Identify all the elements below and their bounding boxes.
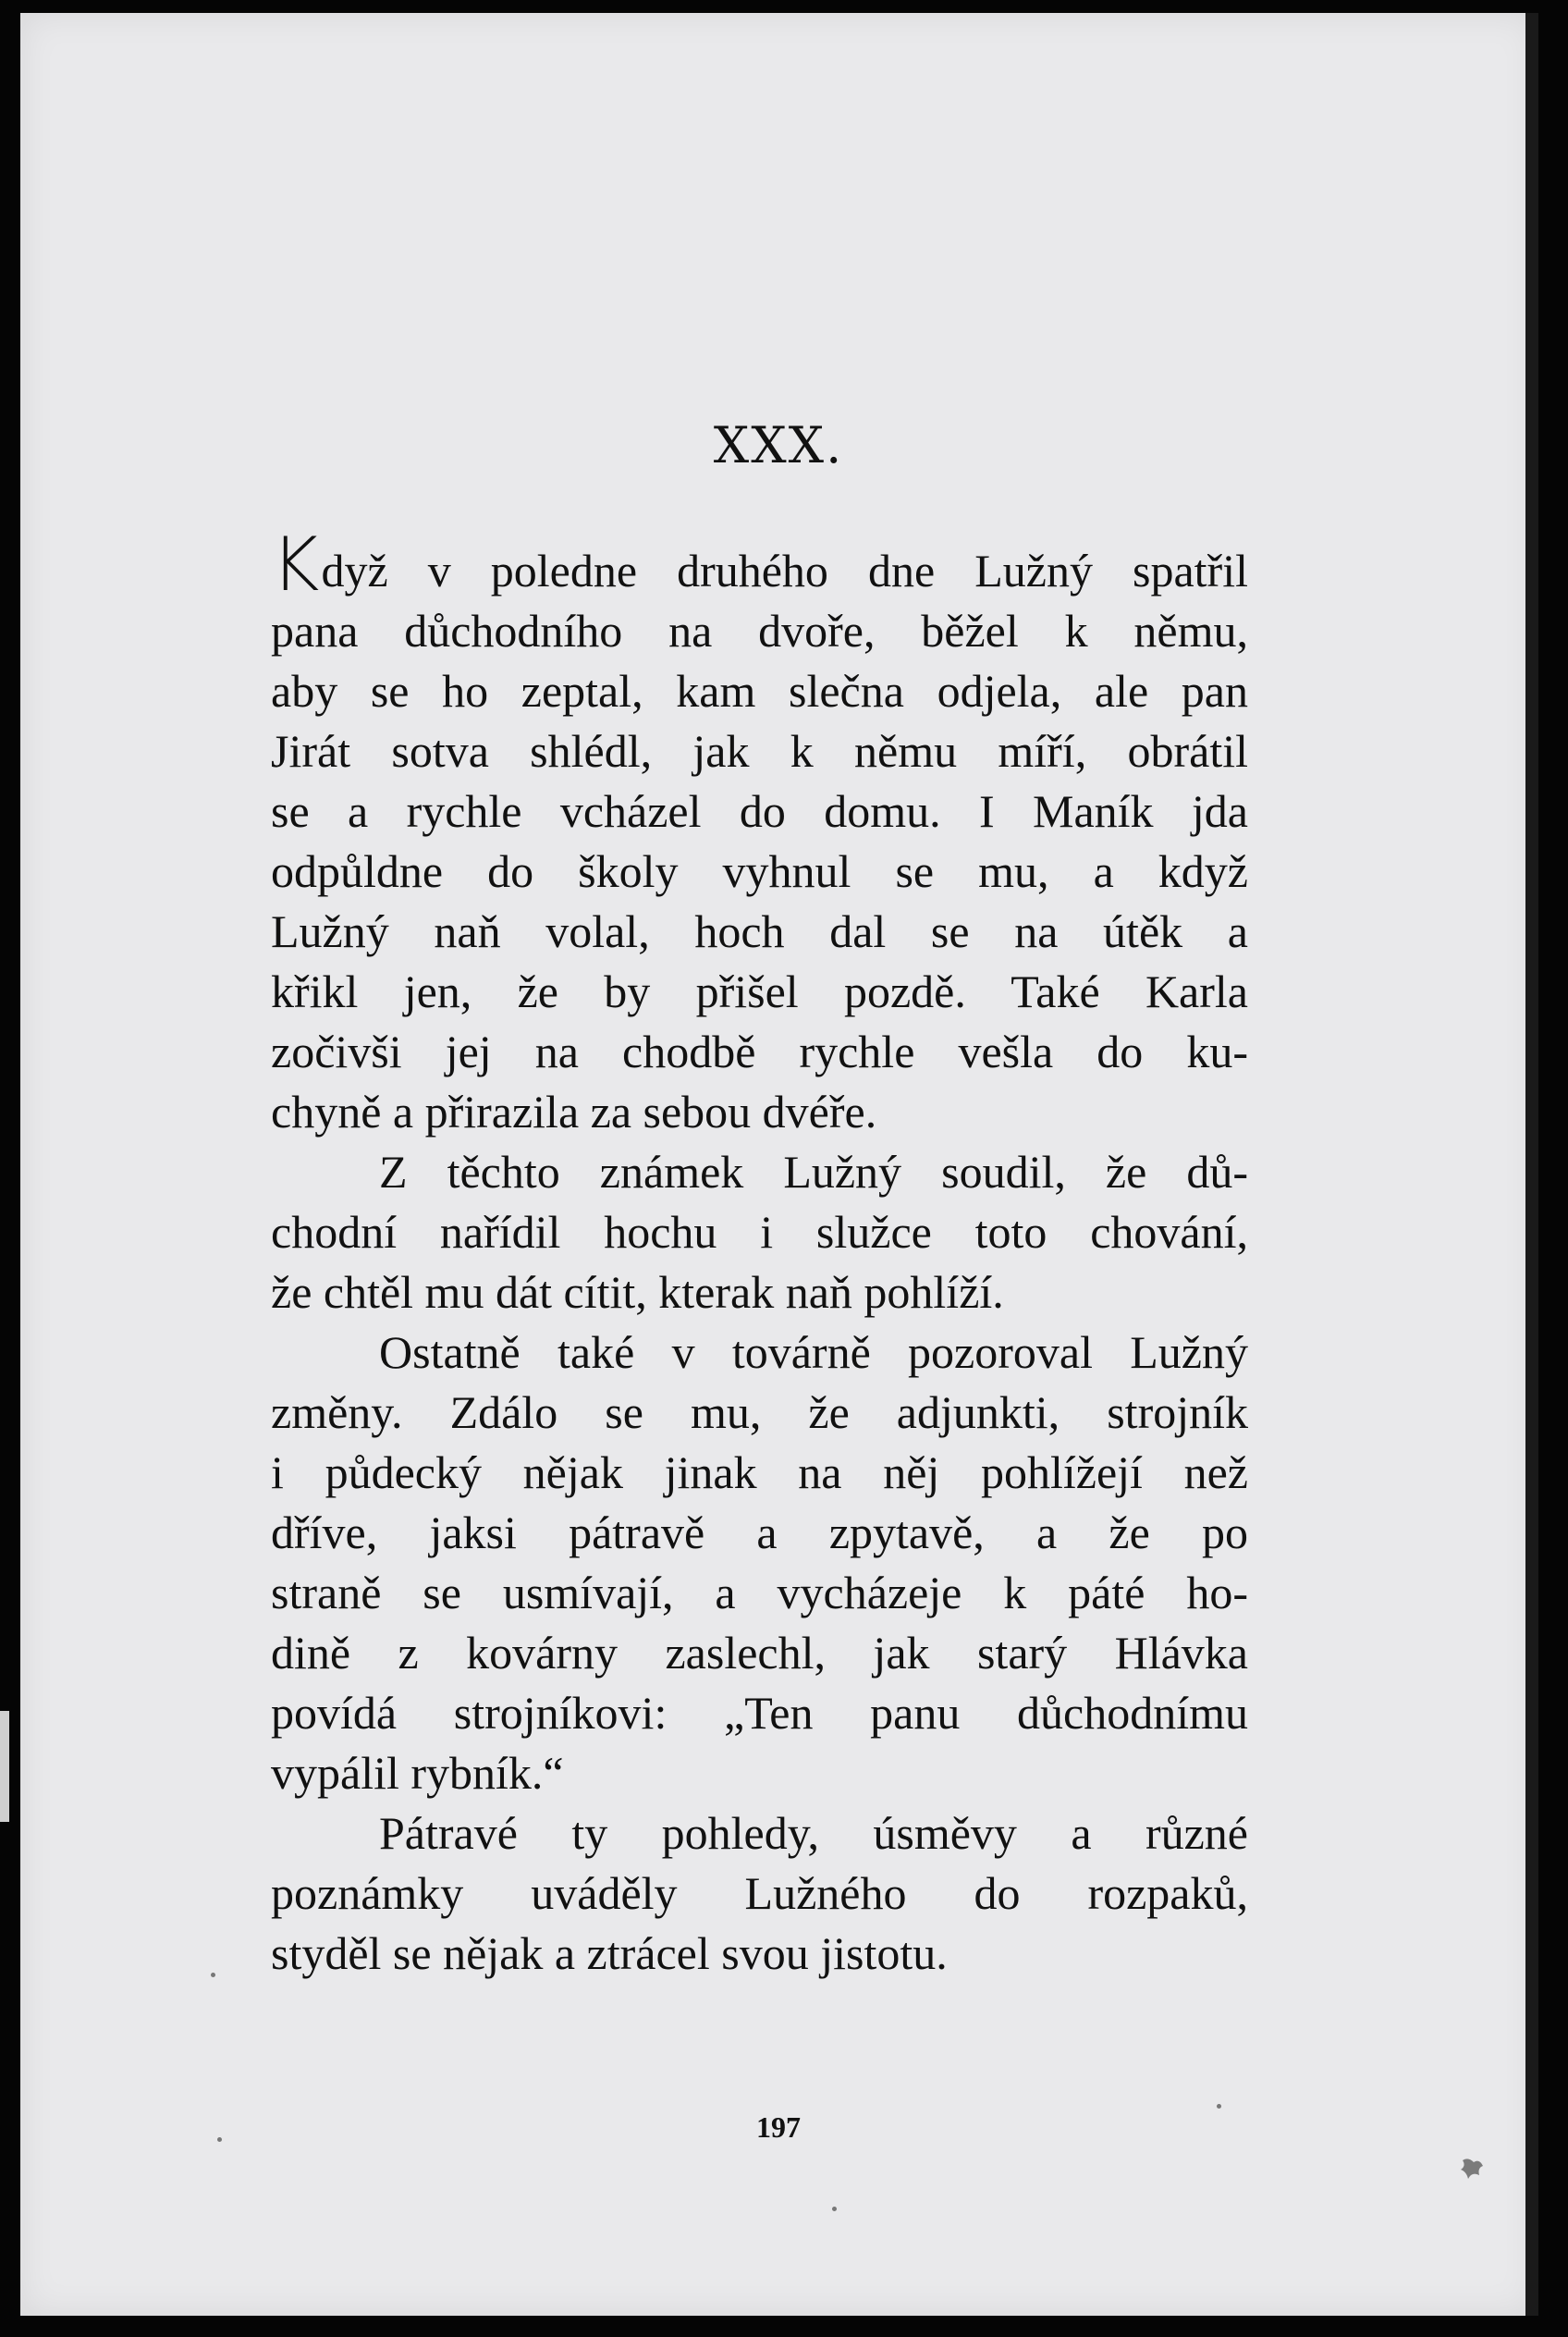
paper-speck [211,1973,215,1977]
page-number: 197 [756,2110,801,2144]
text-line: pana důchodního na dvoře, běžel k němu, [271,605,1248,657]
text-line: chyně a přirazila za sebou dvéře. [271,1086,877,1138]
text-line: Z těchto známek Lužný soudil, že dů- [379,1146,1248,1198]
text-line: chodní nařídil hochu i služce toto chování, [271,1206,1248,1258]
text-line: Pátravé ty pohledy, úsměvy a různé [379,1807,1248,1859]
library-stamp-icon [1459,2155,1487,2183]
text-line: styděl se nějak a ztrácel svou jistotu. [271,1927,948,1979]
text-line: Lužný naň volal, hoch dal se na útěk a [271,905,1248,957]
text-line: povídá strojníkovi: „Ten panu důchodnímu [271,1687,1248,1739]
text-line: aby se ho zeptal, kam slečna odjela, ale pan [271,665,1248,717]
text-line: křikl jen, že by přišel pozdě. Také Karla [271,966,1248,1017]
body-text [271,522,1248,1984]
text-line: dině z kovárny zaslechl, jak starý Hlávka [271,1627,1248,1679]
text-line: dříve, jaksi pátravě a zpytavě, a že po [271,1507,1248,1558]
text-line: se a rychle vcházel do domu. I Maník jda [271,785,1248,837]
text-line: straně se usmívají, a vycházeje k páté ho- [271,1567,1248,1618]
page-edge-shadow [1525,13,1538,2316]
paper-speck [217,2137,222,2142]
text-line: poznámky uváděly Lužného do rozpaků, [271,1867,1248,1919]
text-line: Jirát sotva shlédl, jak k němu míří, obrátil [271,725,1248,777]
text-line: změny. Zdálo se mu, že adjunkti, strojník [271,1386,1248,1438]
paper-speck [832,2207,837,2211]
binding-edge [0,1711,9,1822]
text-line [271,522,1248,608]
text-line: zočivši jej na chodbě rychle vešla do ku- [271,1026,1248,1077]
text-line: že chtěl mu dát cítit, kterak naň pohlíží. [271,1266,1004,1318]
text-line: odpůldne do školy vyhnul se mu, a když [271,845,1248,897]
text-line: Ostatně také v továrně pozoroval Lužný [379,1326,1248,1378]
drop-cap: K [271,522,320,608]
text-line: i půdecký nějak jinak na něj pohlížejí než [271,1446,1248,1498]
text-line-content: dyž v poledne druhého dne Lužný spatřil [321,545,1248,597]
paper-speck [1217,2104,1221,2109]
text-line: vypálil rybník.“ [271,1747,564,1799]
chapter-heading: XXX. [713,416,844,474]
library-stamp-icon-graphic [1459,2155,1487,2183]
